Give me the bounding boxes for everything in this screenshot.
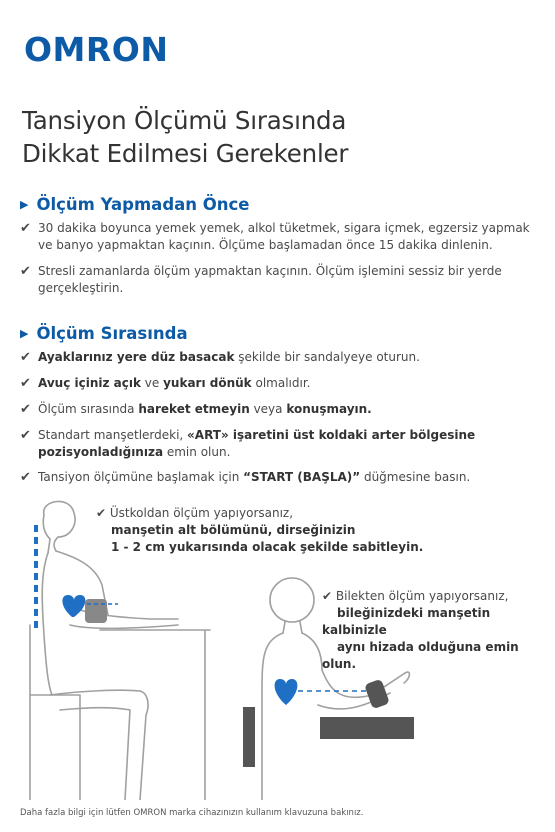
note-line-1: Bilekten ölçüm yapıyorsanız, xyxy=(335,589,509,603)
note-line-2: bileğinizdeki manşetin kalbinizle xyxy=(322,606,491,637)
item-bold: pozisyonladığınıza xyxy=(38,445,164,459)
heart-icon xyxy=(275,679,298,705)
upper-arm-note xyxy=(96,505,423,556)
item-text: Standart manşetlerdeki, xyxy=(38,428,188,442)
list-item xyxy=(20,349,545,366)
page-title xyxy=(22,104,348,170)
item-bold: «ART» işaretini üst koldaki arter bölgesine xyxy=(187,428,476,442)
wrist-cuff-icon xyxy=(364,679,390,710)
item-bold: konuşmayın. xyxy=(286,402,372,416)
check-icon: ✔ xyxy=(20,221,31,236)
footer-note: Daha fazla bilgi için lütfen OMRON marka cihazınızın kullanım klavuzuna bakınız. xyxy=(20,808,364,818)
item-text: Stresli zamanlarda ölçüm yapmaktan kaçının. Ölçüm işlemini sessiz bir yerde xyxy=(38,264,502,278)
item-bold: hareket etmeyin xyxy=(138,402,250,416)
item-text: 30 dakika boyunca yemek yemek, alkol tüketmek, sigara içmek, egzersiz yapmak xyxy=(38,221,530,235)
check-icon: ✔ xyxy=(20,376,31,391)
item-bold: yukarı dönük xyxy=(163,376,252,390)
heart-icon xyxy=(62,595,85,617)
wrist-note xyxy=(322,588,555,673)
note-line-2: manşetin alt bölümünü, dirseğinizin xyxy=(111,523,356,537)
check-icon: ✔ xyxy=(20,264,31,279)
list-item xyxy=(20,220,545,254)
check-icon: ✔ xyxy=(20,402,31,417)
note-line-3: aynı hizada olduğuna emin olun. xyxy=(322,640,519,671)
title-line-1: Tansiyon Ölçümü Sırasında xyxy=(22,106,347,135)
item-bold: “START (BAŞLA)” xyxy=(243,470,361,484)
item-text: Tansiyon ölçümüne başlamak için xyxy=(38,470,244,484)
item-text: gerçekleştirin. xyxy=(38,281,124,295)
list-item xyxy=(20,375,545,392)
list-item xyxy=(20,263,545,297)
title-line-2: Dikkat Edilmesi Gerekenler xyxy=(22,139,349,168)
item-text: veya xyxy=(249,402,287,416)
item-bold: Avuç içiniz açık xyxy=(38,376,141,390)
check-icon: ✔ xyxy=(322,589,333,603)
triangle-right-icon: ▶ xyxy=(20,327,29,340)
section-heading-before xyxy=(20,195,250,214)
list-item xyxy=(20,401,545,418)
triangle-right-icon: ▶ xyxy=(20,198,29,211)
check-icon: ✔ xyxy=(20,428,31,443)
item-bold: Ayaklarınız yere düz basacak xyxy=(38,350,235,364)
item-text: ve xyxy=(140,376,164,390)
section-heading-before-label: Ölçüm Yapmadan Önce xyxy=(36,195,250,214)
item-text: düğmesine basın. xyxy=(360,470,471,484)
section-heading-during-label: Ölçüm Sırasında xyxy=(36,324,188,343)
item-text: emin olun. xyxy=(163,445,231,459)
list-item xyxy=(20,469,545,486)
item-text: şekilde bir sandalyeye oturun. xyxy=(234,350,420,364)
note-line-3: 1 - 2 cm yukarısında olacak şekilde sabitleyin. xyxy=(111,540,424,554)
check-icon: ✔ xyxy=(20,350,31,365)
list-item xyxy=(20,427,545,461)
item-text: olmalıdır. xyxy=(251,376,311,390)
omron-logo: OMRON xyxy=(24,30,169,69)
item-text: Ölçüm sırasında xyxy=(38,402,139,416)
item-text: ve banyo yapmaktan kaçının. Ölçüme başlamadan önce 15 dakika dinlenin. xyxy=(38,238,493,252)
note-line-1: Üstkoldan ölçüm yapıyorsanız, xyxy=(109,506,294,520)
check-icon: ✔ xyxy=(96,506,107,520)
chair-back-block xyxy=(243,707,255,767)
arm-cuff-icon xyxy=(85,599,107,623)
check-icon: ✔ xyxy=(20,470,31,485)
armrest-block xyxy=(320,717,414,739)
section-heading-during xyxy=(20,324,188,343)
